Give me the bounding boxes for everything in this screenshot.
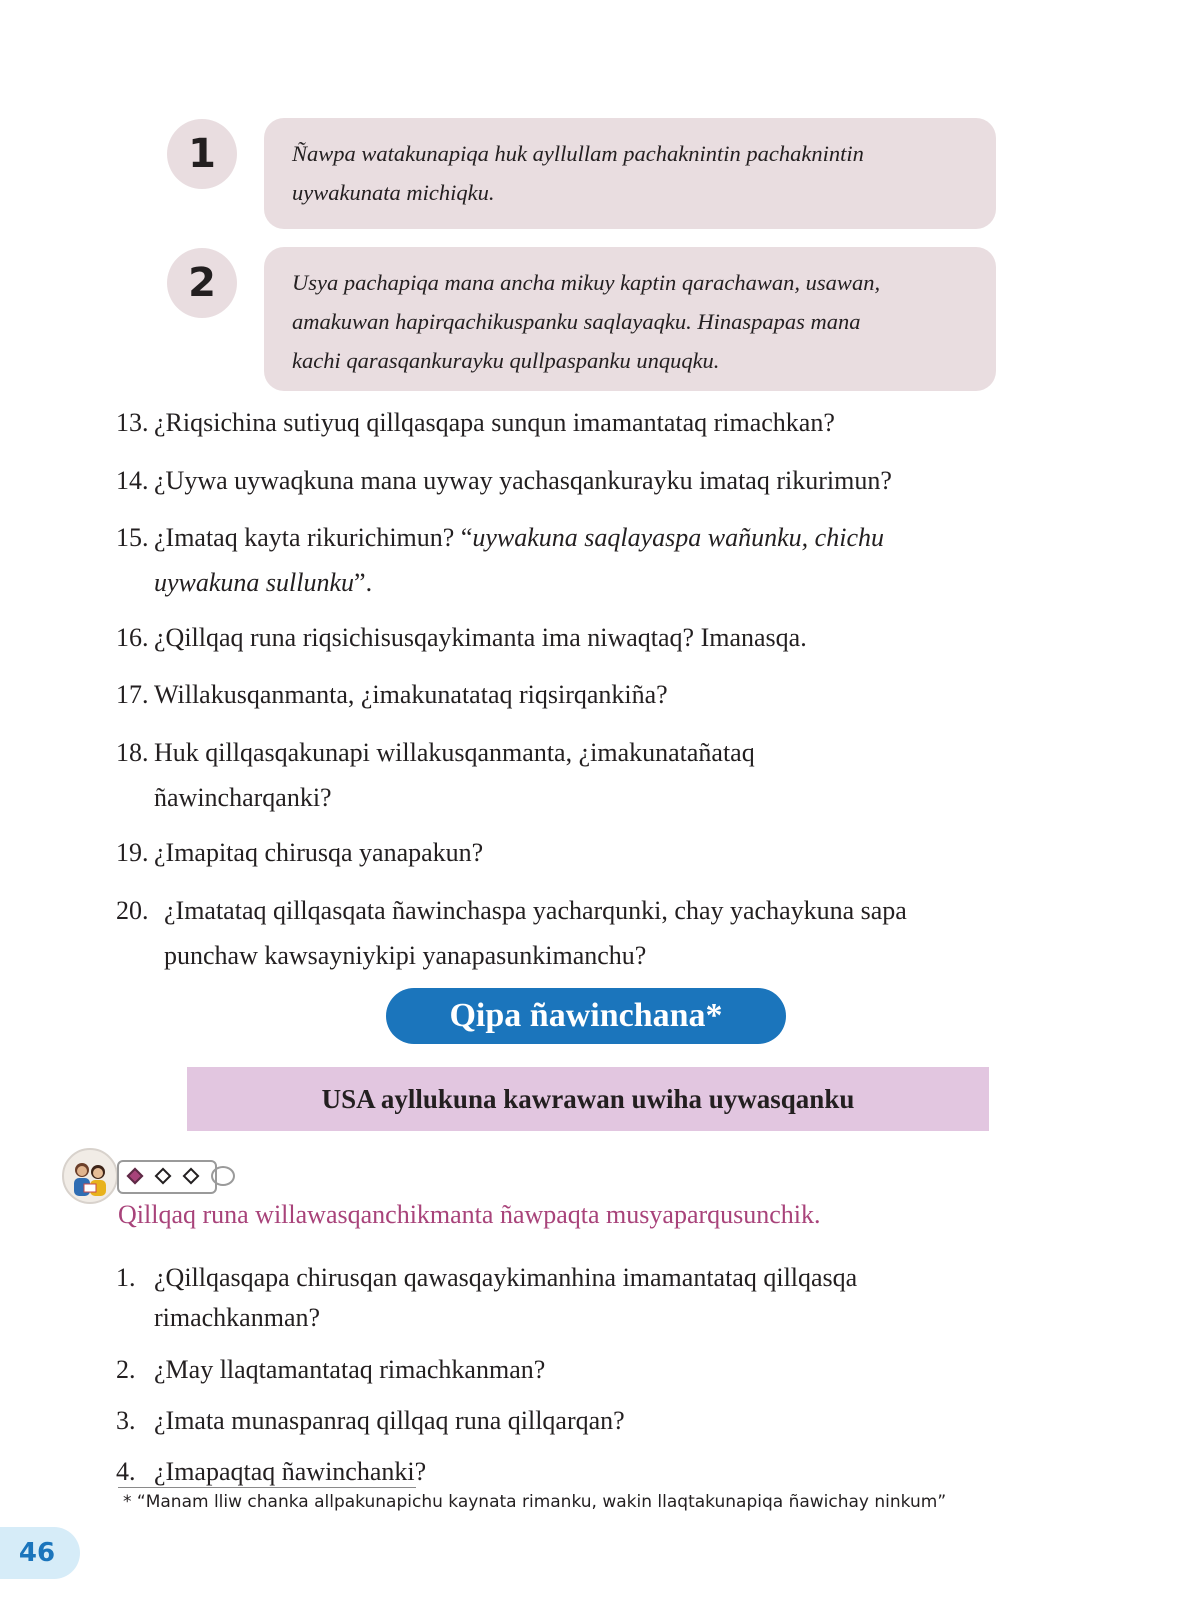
summary-number-label: 1 bbox=[188, 131, 216, 177]
question-number: 16. bbox=[116, 623, 149, 652]
page-number-label: 46 bbox=[18, 1538, 56, 1568]
question-18 bbox=[116, 730, 1016, 820]
question-number: 15. bbox=[116, 523, 149, 552]
diamond-filled-icon bbox=[127, 1168, 144, 1185]
diamond-empty-icon bbox=[183, 1168, 200, 1185]
summary-box-1 bbox=[264, 118, 996, 229]
quote-open: “ bbox=[460, 523, 473, 552]
summary-line: kachi qarasqankurayku qullpaspanku unquqku. bbox=[292, 348, 720, 373]
level-indicator bbox=[117, 1160, 217, 1194]
question-number: 1. bbox=[116, 1263, 136, 1292]
question-number: 4. bbox=[116, 1457, 136, 1486]
question-text: ¿Riqsichina sutiyuq qillqasqapa sunqun imamantataq rimachkan? bbox=[154, 408, 835, 437]
summary-line: uywakunata michiqku. bbox=[292, 180, 495, 205]
question-text: ¿May llaqtamantataq rimachkanman? bbox=[154, 1355, 546, 1384]
review-question-4 bbox=[116, 1452, 1016, 1492]
question-13 bbox=[116, 400, 1016, 445]
instruction-text: Qillqaq runa willawasqanchikmanta ñawpaqta musyaparqusunchik. bbox=[118, 1200, 821, 1229]
question-20 bbox=[116, 888, 1016, 978]
question-15 bbox=[116, 515, 1016, 605]
summary-box-2 bbox=[264, 247, 996, 391]
review-question-3 bbox=[116, 1401, 1016, 1441]
review-question-1 bbox=[116, 1258, 1016, 1338]
footnote: * “Manam lliw chanka allpakunapichu kaynata rimanku, wakin llaqtakunapiqa ñawichay ninkum” bbox=[123, 1492, 947, 1512]
question-text: ñawincharqanki? bbox=[154, 783, 332, 812]
question-number: 3. bbox=[116, 1406, 136, 1435]
summary-number-2 bbox=[167, 248, 237, 318]
question-text: Willakusqanmanta, ¿imakunatataq riqsirqankiña? bbox=[154, 680, 668, 709]
question-number: 17. bbox=[116, 680, 149, 709]
question-text: ¿Uywa uywaqkuna mana uyway yachasqankurayku imataq rikurimun? bbox=[154, 466, 892, 495]
section-subheading bbox=[187, 1067, 989, 1131]
question-14 bbox=[116, 458, 1016, 503]
summary-number-label: 2 bbox=[188, 260, 216, 306]
question-number: 19. bbox=[116, 838, 149, 867]
question-number: 20. bbox=[116, 896, 149, 925]
quote-close: ”. bbox=[354, 568, 373, 597]
question-text: rimachkanman? bbox=[154, 1303, 321, 1332]
subheading-text: USA ayllukuna kawrawan uwiha uywasqanku bbox=[321, 1083, 855, 1114]
question-number: 18. bbox=[116, 738, 149, 767]
section-banner bbox=[386, 988, 786, 1044]
question-text: ¿Imataq kayta rikurichimun? bbox=[154, 523, 455, 552]
question-text: ¿Qillqasqapa chirusqan qawasqaykimanhina imamantataq qillqasqa bbox=[154, 1263, 858, 1292]
question-19 bbox=[116, 830, 1016, 875]
quote-text: uywakuna saqlayaspa wañunku, chichu bbox=[472, 523, 884, 552]
key-ring-icon bbox=[211, 1166, 235, 1186]
students-icon bbox=[64, 1150, 116, 1202]
question-text: punchaw kawsayniykipi yanapasunkimanchu? bbox=[164, 941, 647, 970]
diamond-empty-icon bbox=[155, 1168, 172, 1185]
question-17 bbox=[116, 672, 1016, 717]
question-number: 14. bbox=[116, 466, 149, 495]
question-16 bbox=[116, 615, 1016, 660]
question-text: Huk qillqasqakunapi willakusqanmanta, ¿imakunatañataq bbox=[154, 738, 755, 767]
footnote-divider bbox=[118, 1487, 416, 1488]
question-text: ¿Imapitaq chirusqa yanapakun? bbox=[154, 838, 484, 867]
question-text: ¿Imata munaspanraq qillqaq runa qillqarqan? bbox=[154, 1406, 625, 1435]
question-text: ¿Imapaqtaq ñawinchanki? bbox=[154, 1457, 427, 1486]
banner-title: Qipa ñawinchana* bbox=[449, 997, 723, 1034]
question-number: 2. bbox=[116, 1355, 136, 1384]
question-number: 13. bbox=[116, 408, 149, 437]
quote-text: uywakuna sullunku bbox=[154, 568, 355, 597]
review-question-2 bbox=[116, 1350, 1016, 1390]
summary-number-1 bbox=[167, 119, 237, 189]
question-text: ¿Qillqaq runa riqsichisusqaykimanta ima niwaqtaq? Imanasqa. bbox=[154, 623, 807, 652]
summary-line: Ñawpa watakunapiqa huk ayllullam pachaknintin pachaknintin bbox=[292, 141, 864, 166]
summary-line: Usya pachapiqa mana ancha mikuy kaptin qarachawan, usawan, bbox=[292, 270, 881, 295]
students-avatar bbox=[62, 1148, 118, 1204]
page-number bbox=[0, 1527, 80, 1579]
summary-line: amakuwan hapirqachikuspanku saqlayaqku. Hinaspapas mana bbox=[292, 309, 861, 334]
question-text: ¿Imatataq qillqasqata ñawinchaspa yacharqunki, chay yachaykuna sapa bbox=[164, 896, 907, 925]
